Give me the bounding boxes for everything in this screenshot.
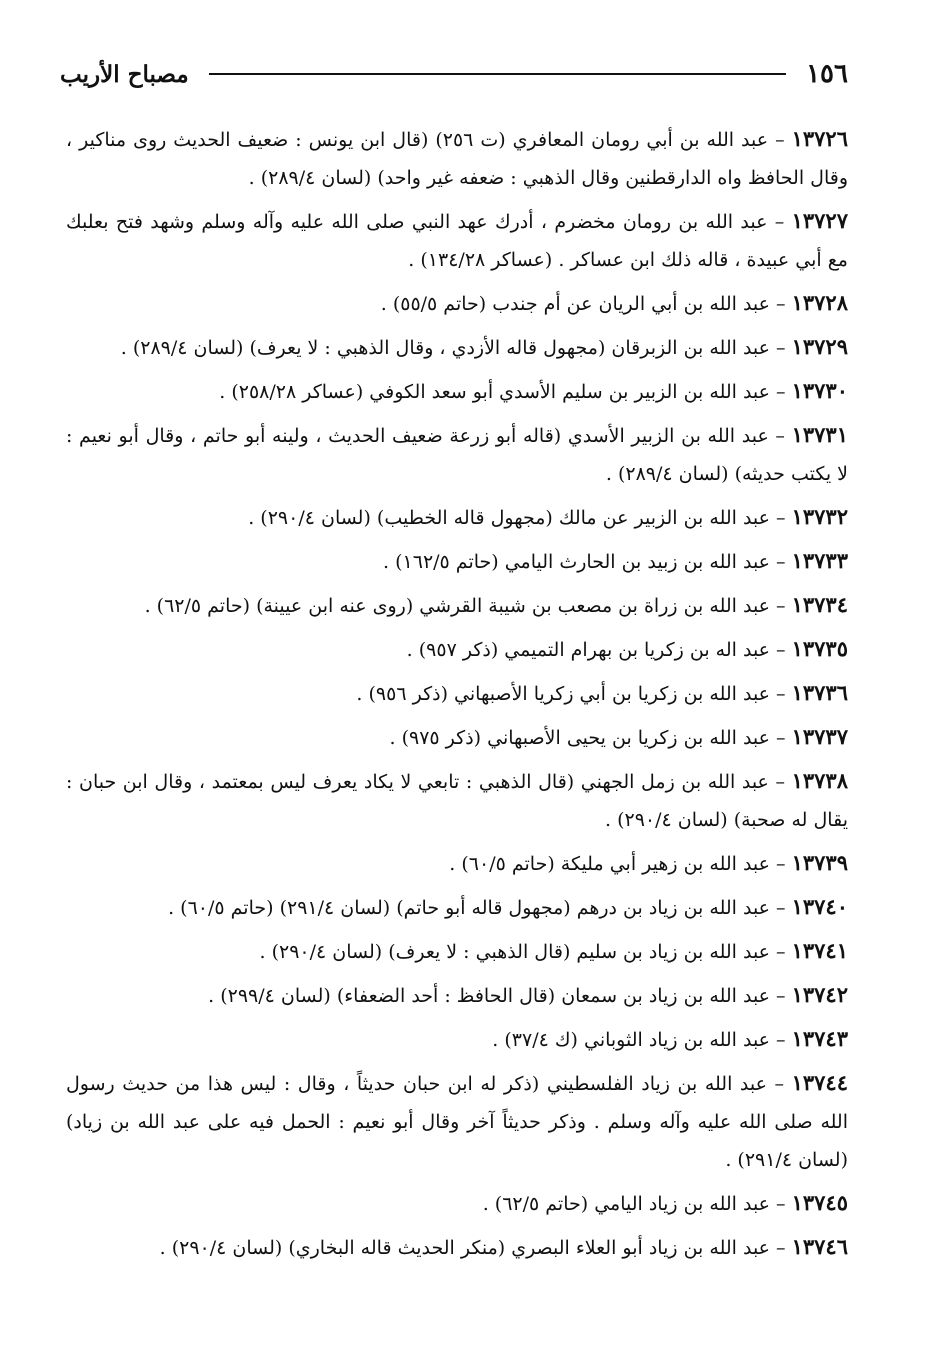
entry xyxy=(66,844,848,883)
page-number: ١٥٦ xyxy=(806,59,848,89)
entry xyxy=(66,202,848,279)
entry xyxy=(66,1020,848,1059)
entry-number: ١٣٧٢٧ xyxy=(791,208,848,233)
entry-number: ١٣٧٣٩ xyxy=(791,850,848,875)
entry-text: – عبد الله بن زياد اليامي (حاتم ٦٢/٥) . xyxy=(482,1193,792,1215)
entry xyxy=(66,542,848,581)
entry-text: – عبد الله بن زياد الثوباني (ك ٣٧/٤) . xyxy=(492,1029,792,1051)
entry-text: – عبد الله بن زهير أبي مليكة (حاتم ٦٠/٥) . xyxy=(449,853,792,875)
entry xyxy=(66,328,848,367)
entry-text: – عبد الله بن أبي الريان عن أم جندب (حاتم ٥٥/٥) . xyxy=(380,293,792,315)
entry xyxy=(66,762,848,839)
entry xyxy=(66,718,848,757)
entry-text: – عبد الله بن رومان مخضرم ، أدرك عهد النبي صلى الله عليه وآله وسلم وشهد فتح بعلبك مع أبي عبيدة ، قاله ذلك ابن عساكر . (عساكر ١٣٤/٢٨) . xyxy=(66,211,848,271)
entry xyxy=(66,284,848,323)
entry-number: ١٣٧٣٢ xyxy=(791,504,848,529)
entry-text: – عبد الله بن زراة بن مصعب بن شيبة القرشي (روى عنه ابن عيينة) (حاتم ٦٢/٥) . xyxy=(144,595,792,617)
entry-number: ١٣٧٢٩ xyxy=(791,334,848,359)
entry-text: – عبد الله بن أبي رومان المعافري (ت ٢٥٦) (قال ابن يونس : ضعيف الحديث روى مناكير ، وقال الحافظ واه الدارقطنين وقال الذهبي : ضعفه غير واحد) (لسان ٢٨٩/٤) . xyxy=(66,129,848,189)
entry-text: – عبد الله بن زبيد بن الحارث اليامي (حاتم ١٦٢/٥) . xyxy=(383,551,792,573)
entry-text: – عبد الله بن الزبير بن سليم الأسدي أبو سعد الكوفي (عساكر ٢٥٨/٢٨) . xyxy=(219,381,792,403)
page-header xyxy=(60,56,848,92)
entry xyxy=(66,888,848,927)
entry xyxy=(66,976,848,1015)
entry xyxy=(66,932,848,971)
entry-number: ١٣٧٣٦ xyxy=(791,680,848,705)
entry xyxy=(66,674,848,713)
entry-number: ١٣٧٣٣ xyxy=(791,548,848,573)
entry-number: ١٣٧٣٧ xyxy=(791,724,848,749)
entry-text: – عبد الله بن زياد بن سمعان (قال الحافظ : أحد الضعفاء) (لسان ٢٩٩/٤) . xyxy=(208,985,792,1007)
entry xyxy=(66,498,848,537)
entry xyxy=(66,1184,848,1223)
entry-number: ١٣٧٣٨ xyxy=(791,768,848,793)
entry-text: – عبد الله بن زياد بن سليم (قال الذهبي : لا يعرف) (لسان ٢٩٠/٤) . xyxy=(259,941,792,963)
entry xyxy=(66,1064,848,1179)
entry-text: – عبد الله بن الزبرقان (مجهول قاله الأزدي ، وقال الذهبي : لا يعرف) (لسان ٢٨٩/٤) . xyxy=(120,337,792,359)
entry-text: – عبد الله بن زكريا بن أبي زكريا الأصبهاني (ذكر ٩٥٦) . xyxy=(356,683,792,705)
entry-text: – عبد الله بن زياد الفلسطيني (ذكر له ابن حبان حديثاً ، وقال : ليس هذا من حديث رسول الله صلى الله عليه وآله وسلم . وذكر حديثاً آخر وقال أبو نعيم : الحمل فيه على عبد الله بن زياد) (لسان ٢٩١/٤) . xyxy=(66,1073,848,1171)
entry-number: ١٣٧٢٨ xyxy=(791,290,848,315)
entry-number: ١٣٧٤٣ xyxy=(791,1026,848,1051)
entry-number: ١٣٧٤٤ xyxy=(791,1070,848,1095)
entry xyxy=(66,1228,848,1267)
entry-list xyxy=(66,120,848,1272)
entry xyxy=(66,372,848,411)
entry xyxy=(66,586,848,625)
entry-text: – عبد الله بن زياد بن درهم (مجهول قاله أبو حاتم) (لسان ٢٩١/٤) (حاتم ٦٠/٥) . xyxy=(168,897,792,919)
entry xyxy=(66,120,848,197)
entry-number: ١٣٧٤٢ xyxy=(791,982,848,1007)
entry xyxy=(66,416,848,493)
entry-number: ١٣٧٤١ xyxy=(791,938,848,963)
entry xyxy=(66,630,848,669)
entry-text: – عبد الله بن زياد أبو العلاء البصري (منكر الحديث قاله البخاري) (لسان ٢٩٠/٤) . xyxy=(159,1237,792,1259)
entry-number: ١٣٧٣٠ xyxy=(791,378,848,403)
entry-number: ١٣٧٤٥ xyxy=(791,1190,848,1215)
entry-text: – عبد الله بن الزبير عن مالك (مجهول قاله الخطيب) (لسان ٢٩٠/٤) . xyxy=(248,507,792,529)
entry-number: ١٣٧٤٠ xyxy=(791,894,848,919)
entry-text: – عبد الله بن الزبير الأسدي (قاله أبو زرعة ضعيف الحديث ، ولينه أبو حاتم ، وقال أبو نعيم : لا يكتب حديثه) (لسان ٢٨٩/٤) . xyxy=(66,425,848,485)
entry-number: ١٣٧٣٥ xyxy=(791,636,848,661)
entry-number: ١٣٧٣١ xyxy=(791,422,848,447)
entry-text: – عبد الله بن زكريا بن يحيى الأصبهاني (ذكر ٩٧٥) . xyxy=(389,727,792,749)
header-rule xyxy=(209,73,786,75)
entry-number: ١٣٧٤٦ xyxy=(791,1234,848,1259)
entry-text: – عبد اله بن زكريا بن بهرام التميمي (ذكر ٩٥٧) . xyxy=(406,639,792,661)
entry-number: ١٣٧٣٤ xyxy=(791,592,848,617)
book-title: مصباح الأريب xyxy=(60,60,189,88)
entry-number: ١٣٧٢٦ xyxy=(791,126,848,151)
entry-text: – عبد الله بن زمل الجهني (قال الذهبي : تابعي لا يكاد يعرف ليس بمعتمد ، وقال ابن حبان : يقال له صحبة) (لسان ٢٩٠/٤) . xyxy=(66,771,848,831)
